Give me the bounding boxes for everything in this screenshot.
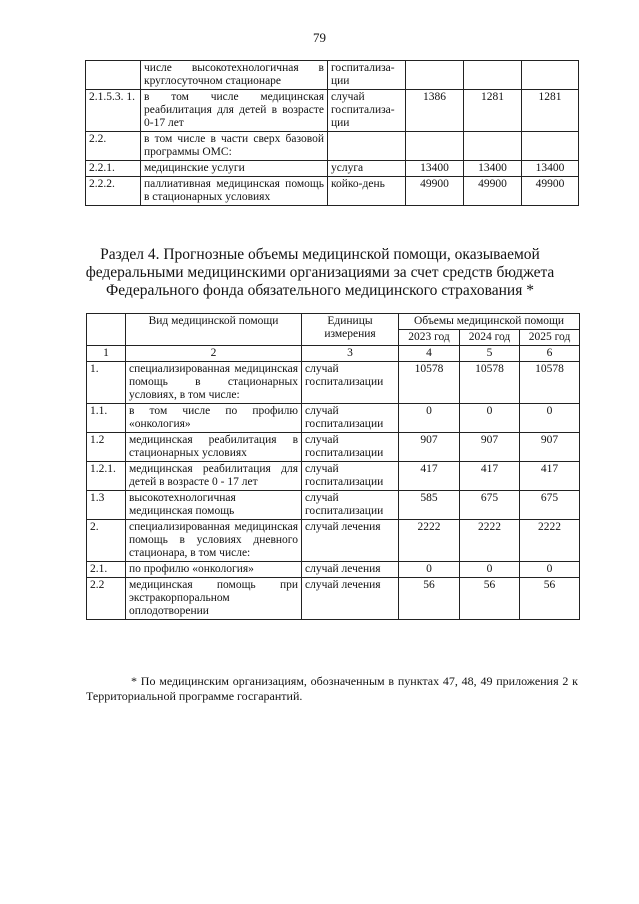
row-value-2025: 675 — [520, 491, 580, 520]
row-value-2024 — [464, 61, 522, 90]
table-row — [87, 433, 580, 462]
row-code: 2.2.1. — [86, 161, 141, 177]
header-type: Вид медицинской помощи — [126, 314, 302, 346]
row-value-2023: 1386 — [406, 90, 464, 132]
header-2024: 2024 год — [460, 330, 520, 346]
row-value-2024: 49900 — [464, 177, 522, 206]
row-value-2023: 0 — [399, 562, 460, 578]
row-code: 2.2 — [87, 578, 126, 620]
table-row — [86, 161, 579, 177]
row-name: медицинская реабилитация в стационарных условиях — [126, 433, 302, 462]
row-unit: случай лечения — [302, 520, 399, 562]
row-value-2025: 2222 — [520, 520, 580, 562]
row-value-2025: 0 — [520, 562, 580, 578]
row-value-2024: 10578 — [460, 362, 520, 404]
row-value-2023: 49900 — [406, 177, 464, 206]
row-unit: случай госпитализации — [302, 491, 399, 520]
row-unit: случай госпитализации — [302, 462, 399, 491]
row-name: по профилю «онкология» — [126, 562, 302, 578]
table-main — [86, 313, 580, 620]
row-name: медицинская помощь при экстракорпоральном оплодотворении — [126, 578, 302, 620]
row-value-2023: 585 — [399, 491, 460, 520]
table-row — [87, 520, 580, 562]
row-name: в том числе по профилю «онкология» — [126, 404, 302, 433]
row-unit: случай госпитализа-ции — [328, 90, 406, 132]
index-cell: 1 — [87, 346, 126, 362]
header-unit: Единицы измерения — [302, 314, 399, 346]
section-title: Раздел 4. Прогнозные объемы медицинской помощи, оказываемой федеральными медицинскими организациями за счет средств бюджета Федерального фонда обязательного медицинского страхования * — [85, 246, 555, 299]
row-value-2024: 0 — [460, 562, 520, 578]
row-value-2025: 10578 — [520, 362, 580, 404]
index-cell: 2 — [126, 346, 302, 362]
row-value-2023: 10578 — [399, 362, 460, 404]
row-name: специализированная медицинская помощь в стационарных условиях, в том числе: — [126, 362, 302, 404]
row-value-2024: 0 — [460, 404, 520, 433]
row-value-2023 — [406, 132, 464, 161]
row-code: 1.3 — [87, 491, 126, 520]
row-value-2025 — [522, 61, 579, 90]
row-code: 2. — [87, 520, 126, 562]
index-cell: 3 — [302, 346, 399, 362]
row-value-2023: 13400 — [406, 161, 464, 177]
row-code — [86, 61, 141, 90]
header-2023: 2023 год — [399, 330, 460, 346]
header-code — [87, 314, 126, 346]
row-code: 2.1.5.3. 1. — [86, 90, 141, 132]
table-row — [87, 362, 580, 404]
row-unit: случай лечения — [302, 562, 399, 578]
table-row — [87, 562, 580, 578]
table-row — [86, 177, 579, 206]
row-code: 1.2 — [87, 433, 126, 462]
row-value-2023 — [406, 61, 464, 90]
row-value-2023: 0 — [399, 404, 460, 433]
row-value-2024: 13400 — [464, 161, 522, 177]
row-value-2024: 417 — [460, 462, 520, 491]
row-value-2023: 56 — [399, 578, 460, 620]
header-2025: 2025 год — [520, 330, 580, 346]
row-unit: случай госпитализации — [302, 404, 399, 433]
table-row — [86, 61, 579, 90]
row-unit: случай госпитализации — [302, 362, 399, 404]
row-code: 1.1. — [87, 404, 126, 433]
row-name: высокотехнологичная медицинская помощь — [126, 491, 302, 520]
row-name: паллиативная медицинская помощь в стационарных условиях — [141, 177, 328, 206]
row-value-2025: 907 — [520, 433, 580, 462]
header-row — [87, 314, 580, 330]
row-value-2025: 1281 — [522, 90, 579, 132]
row-code: 1. — [87, 362, 126, 404]
column-index-row — [87, 346, 580, 362]
table-row — [87, 578, 580, 620]
row-value-2024: 2222 — [460, 520, 520, 562]
row-value-2023: 417 — [399, 462, 460, 491]
row-value-2025: 56 — [520, 578, 580, 620]
row-value-2023: 907 — [399, 433, 460, 462]
row-name: числе высокотехнологичная в круглосуточном стационаре — [141, 61, 328, 90]
row-name: в том числе медицинская реабилитация для детей в возрасте 0-17 лет — [141, 90, 328, 132]
row-value-2025: 0 — [520, 404, 580, 433]
row-code: 1.2.1. — [87, 462, 126, 491]
table-row — [87, 491, 580, 520]
table-row — [87, 462, 580, 491]
row-value-2025 — [522, 132, 579, 161]
row-unit — [328, 132, 406, 161]
table-row — [86, 90, 579, 132]
row-value-2025: 417 — [520, 462, 580, 491]
page-number: 79 — [313, 30, 326, 45]
row-name: медицинская реабилитация для детей в возрасте 0 - 17 лет — [126, 462, 302, 491]
row-name: в том числе в части сверх базовой программы ОМС: — [141, 132, 328, 161]
row-value-2024: 1281 — [464, 90, 522, 132]
row-value-2025: 49900 — [522, 177, 579, 206]
row-value-2024: 56 — [460, 578, 520, 620]
row-value-2024: 675 — [460, 491, 520, 520]
row-unit: койко-день — [328, 177, 406, 206]
row-value-2023: 2222 — [399, 520, 460, 562]
index-cell: 6 — [520, 346, 580, 362]
row-code: 2.2.2. — [86, 177, 141, 206]
index-cell: 5 — [460, 346, 520, 362]
row-value-2025: 13400 — [522, 161, 579, 177]
row-name: специализированная медицинская помощь в условиях дневного стационара, в том числе: — [126, 520, 302, 562]
row-value-2024: 907 — [460, 433, 520, 462]
row-value-2024 — [464, 132, 522, 161]
row-unit: случай лечения — [302, 578, 399, 620]
table-row — [87, 404, 580, 433]
row-unit: госпитализа-ции — [328, 61, 406, 90]
row-unit: услуга — [328, 161, 406, 177]
row-unit: случай госпитализации — [302, 433, 399, 462]
row-name: медицинские услуги — [141, 161, 328, 177]
table-row — [86, 132, 579, 161]
footnote: * По медицинским организациям, обозначенным в пунктах 47, 48, 49 приложения 2 к Территориальной программе госгарантий. — [86, 674, 578, 703]
row-code: 2.2. — [86, 132, 141, 161]
table-top — [85, 60, 579, 206]
row-code: 2.1. — [87, 562, 126, 578]
header-volumes: Объемы медицинской помощи — [399, 314, 580, 330]
index-cell: 4 — [399, 346, 460, 362]
